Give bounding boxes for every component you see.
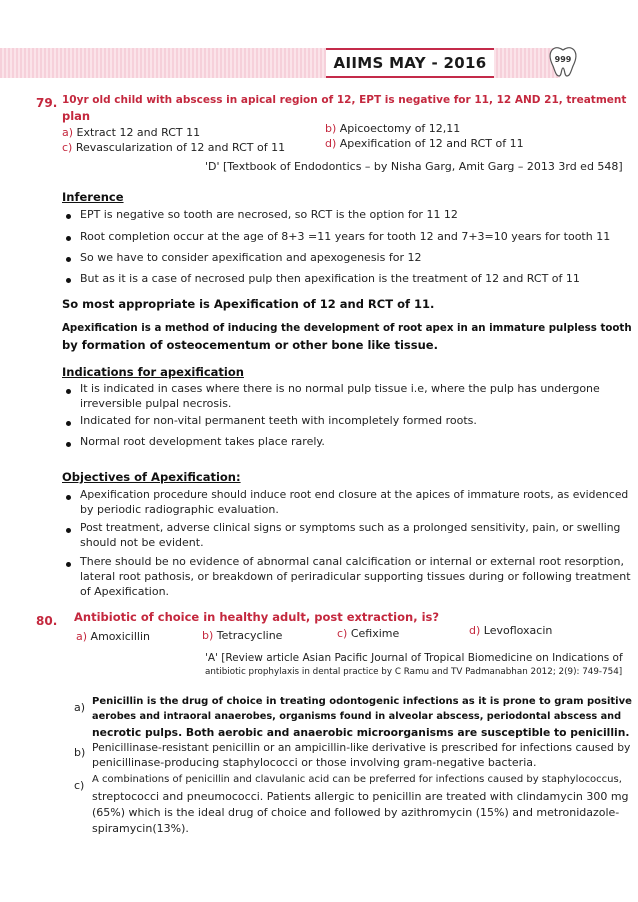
option-b: b) Apicoectomy of 12,11 <box>325 122 461 135</box>
bullet <box>66 389 71 394</box>
point-line: A combinations of penicillin and clavulanic acid can be preferred for infections caused by staphylococcus, <box>92 774 622 785</box>
option-b: b) Tetracycline <box>202 629 283 642</box>
bullet <box>66 442 71 447</box>
bullet <box>66 236 71 241</box>
page-title: AIIMS MAY - 2016 <box>326 48 494 78</box>
objective-item: There should be no evidence of abnormal canal calcification or internal or external root resorption, <box>80 555 624 568</box>
bullet <box>66 528 71 533</box>
inference-heading: Inference <box>62 190 124 204</box>
indication-item: It is indicated in cases where there is no normal pulp tissue i.e, where the pulp has undergone <box>80 382 600 395</box>
objective-item-cont: lateral root pathosis, or breakdown of periradicular supporting tissues during or following treatment <box>80 570 631 583</box>
point-line: aerobes and intraoral anaerobes, organisms found in alveolar abscess, periodontal abscess and <box>92 711 622 722</box>
indication-item-cont: irreversible pulpal necrosis. <box>80 397 232 410</box>
option-a: a) Extract 12 and RCT 11 <box>62 126 201 139</box>
inference-item: But as it is a case of necrosed pulp then apexification is the treatment of 12 and RCT of 11 <box>80 272 580 285</box>
definition-line2: by formation of osteocementum or other bone like tissue. <box>62 338 438 352</box>
objective-item: Apexification procedure should induce root end closure at the apices of immature roots, as evidenced <box>80 488 629 501</box>
bullet <box>66 562 71 567</box>
objective-item-cont: by periodic radiographic evaluation. <box>80 503 279 516</box>
point-line: Penicillinase-resistant penicillin or an ampicillin-like derivative is prescribed for infections caused by <box>92 741 631 754</box>
objective-item: Post treatment, adverse clinical signs or symptoms such as a prolonged sensitivity, pain, or swelling <box>80 521 621 534</box>
page-number: 999 <box>554 55 572 64</box>
question-text: Antibiotic of choice in healthy adult, post extraction, is? <box>74 610 440 624</box>
question-number: 80. <box>36 614 58 628</box>
bullet <box>66 214 71 219</box>
question-text-line2: plan <box>62 109 91 123</box>
bullet <box>66 421 71 426</box>
inference-item: Root completion occur at the age of 8+3 =11 years for tooth 12 and 7+3=10 years for tooth 11 <box>80 230 611 243</box>
reference-line2: antibiotic prophylaxis in dental practice by C Ramu and TV Padmanabhan 2012; 2(9): 749-754] <box>205 667 623 677</box>
option-c: c) Revascularization of 12 and RCT of 11 <box>62 141 286 154</box>
objectives-heading: Objectives of Apexification: <box>62 470 241 484</box>
bullet <box>66 257 71 262</box>
point-letter: c) <box>74 779 85 792</box>
indication-item: Indicated for non-vital permanent teeth with incompletely formed roots. <box>80 414 477 427</box>
conclusion: So most appropriate is Apexification of 12 and RCT of 11. <box>62 297 435 311</box>
option-a: a) Amoxicillin <box>76 630 150 643</box>
bullet <box>66 495 71 500</box>
inference-item: EPT is negative so tooth are necrosed, so RCT is the option for 11 12 <box>80 208 458 221</box>
point-line: spiramycin(13%). <box>92 822 189 835</box>
inference-item: So we have to consider apexification and apexogenesis for 12 <box>80 251 422 264</box>
reference-line1: 'A' [Review article Asian Pacific Journal of Tropical Biomedicine on Indications of <box>205 652 623 664</box>
point-line: necrotic pulps. Both aerobic and anaerobic microorganisms are susceptible to penicillin. <box>92 726 630 739</box>
objective-item-cont: of Apexification. <box>80 585 170 598</box>
option-c: c) Cefixime <box>337 627 400 640</box>
point-letter: a) <box>74 701 86 714</box>
indications-heading: Indications for apexification <box>62 365 244 379</box>
question-number: 79. <box>36 96 58 110</box>
point-line: streptococci and pneumococci. Patients allergic to penicillin are treated with clindamycin 300 mg <box>92 790 629 803</box>
point-line: Penicillin is the drug of choice in treating odontogenic infections as it is prone to gram positive <box>92 696 632 707</box>
point-line: penicillinase-producing staphylococci or those involving gram-negative bacteria. <box>92 756 537 769</box>
option-d: d) Apexification of 12 and RCT of 11 <box>325 137 524 150</box>
reference: 'D' [Textbook of Endodontics – by Nisha Garg, Amit Garg – 2013 3rd ed 548] <box>205 160 623 173</box>
objective-item-cont: should not be evident. <box>80 536 204 549</box>
definition-line1: Apexification is a method of inducing the development of root apex in an immature pulpless tooth <box>62 322 632 334</box>
point-line: (65%) which is the ideal drug of choice and followed by azithromycin (15%) and metronidazole- <box>92 806 620 819</box>
point-letter: b) <box>74 746 86 759</box>
option-d: d) Levofloxacin <box>469 624 553 637</box>
indication-item: Normal root development takes place rarely. <box>80 435 325 448</box>
bullet <box>66 278 71 283</box>
question-text-line1: 10yr old child with abscess in apical region of 12, EPT is negative for 11, 12 AND 21, treatment <box>62 94 627 106</box>
